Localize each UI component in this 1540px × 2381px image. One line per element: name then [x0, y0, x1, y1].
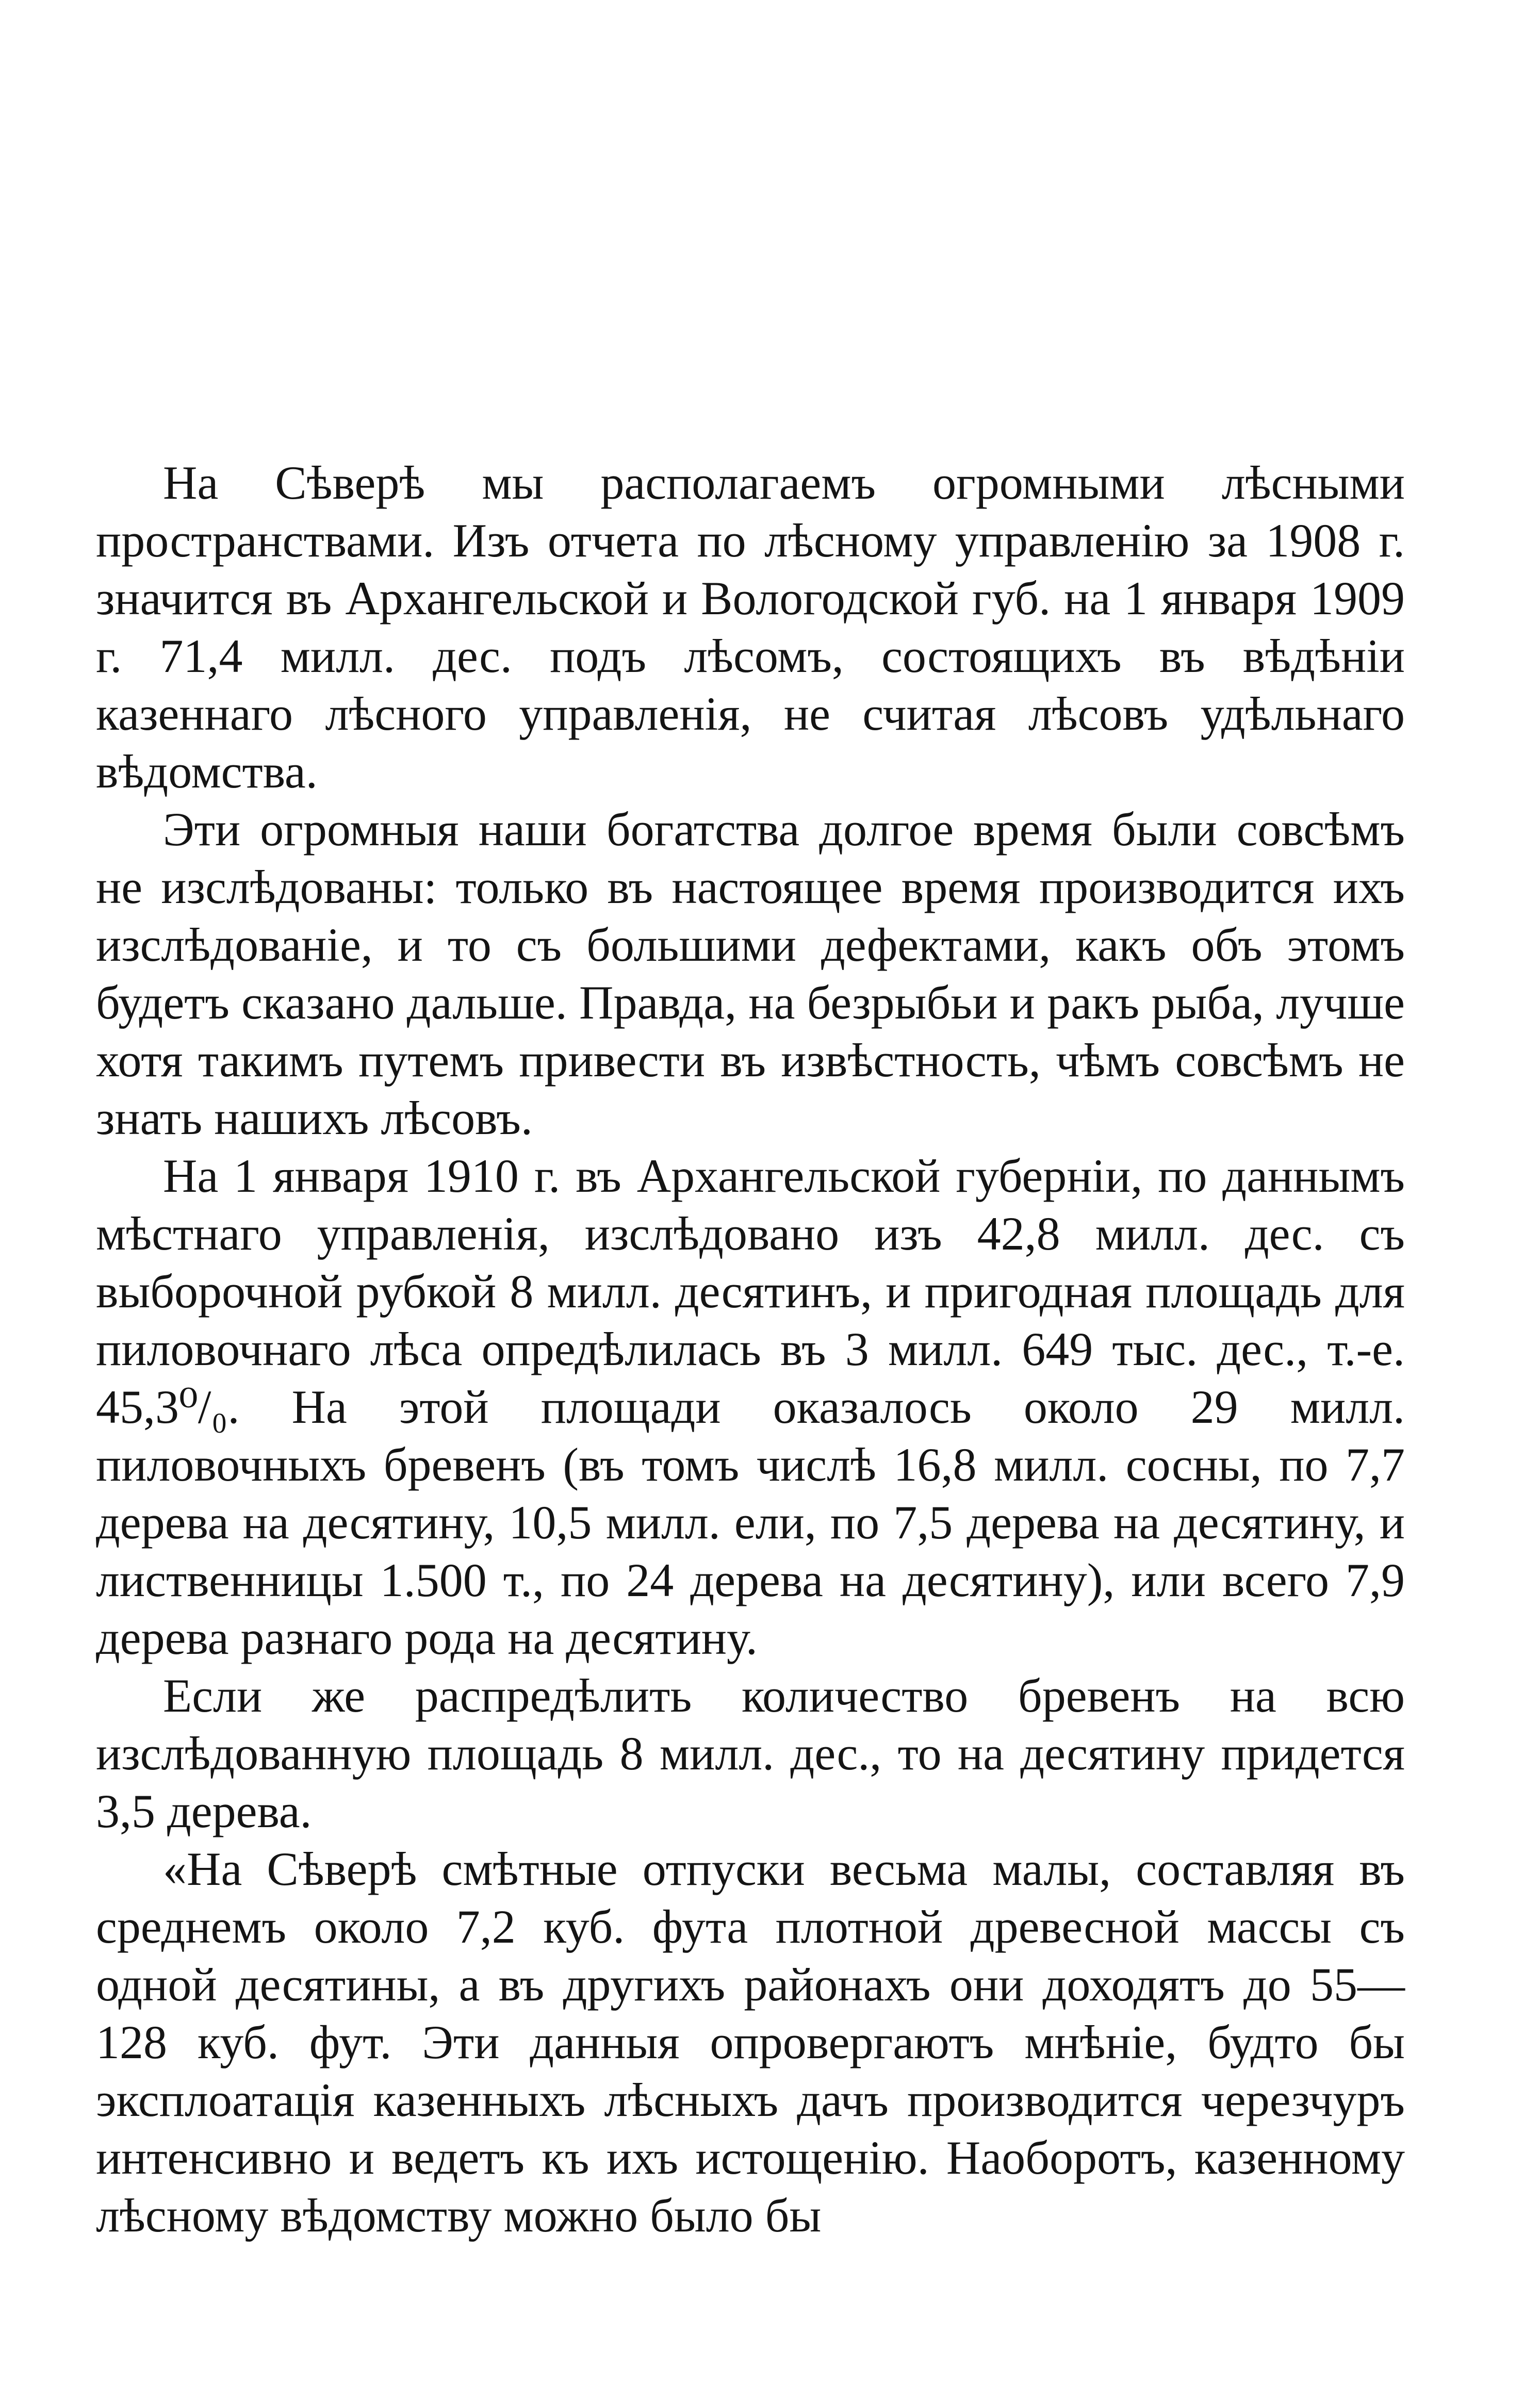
- paragraph-log-distribution: Если же распредѣлить количество бревенъ на всю изслѣдованную площадь 8 милл. дес., то на десятину придется 3,5 дерева.: [96, 1669, 1405, 1837]
- body-text: [96, 454, 1405, 2244]
- paragraph-unexplored-wealth: Эти огромныя наши богатства долгое время были совсѣмъ не изслѣдованы: только въ настоящее время производится ихъ изслѣдованіе, и то съ большими дефектами, какъ объ этомъ будетъ сказано дальше. Правда, на безрыбьи и ракъ рыба, лучше хотя такимъ путемъ привести въ извѣстность, чѣмъ совсѣмъ не знать нашихъ лѣсовъ.: [96, 803, 1405, 1144]
- paragraph-arkhangelsk-survey: На 1 января 1910 г. въ Архангельской губерніи, по даннымъ мѣстнаго управленія, изслѣдовано изъ 42,8 милл. дес. съ выборочной рубкой 8 милл. десятинъ, и пригодная площадь для пиловочнаго лѣса опредѣлилась въ 3 милл. 649 тыс. дес., т.-е. 45,3⁰/₀. На этой площади оказалось около 29 милл. пиловочныхъ бревенъ (въ томъ числѣ 16,8 милл. сосны, по 7,7 дерева на десятину, 10,5 милл. ели, по 7,5 дерева на десятину, и лиственницы 1.500 т., по 24 дерева на десятину), или всего 7,9 дерева разнаго рода на десятину.: [96, 1150, 1405, 1664]
- paragraph-estimated-releases: «На Сѣверѣ смѣтные отпуски весьма малы, составляя въ среднемъ около 7,2 куб. фута плотной древесной массы съ одной десятины, а въ другихъ районахъ они доходятъ до 55—128 куб. фут. Эти данныя опровергаютъ мнѣніе, будто бы эксплоатація казенныхъ лѣсныхъ дачъ производится черезчуръ интенсивно и ведетъ къ ихъ истощенію. Наоборотъ, казенному лѣсному вѣдомству можно было бы: [96, 1843, 1405, 2242]
- paragraph-northern-forests: На Сѣверѣ мы располагаемъ огромными лѣсными пространствами. Изъ отчета по лѣсному управленію за 1908 г. значится въ Архангельской и Вологодской губ. на 1 января 1909 г. 71,4 милл. дес. подъ лѣсомъ, состоящихъ въ вѣдѣніи казеннаго лѣсного управленія, не считая лѣсовъ удѣльнаго вѣдомства.: [96, 456, 1405, 798]
